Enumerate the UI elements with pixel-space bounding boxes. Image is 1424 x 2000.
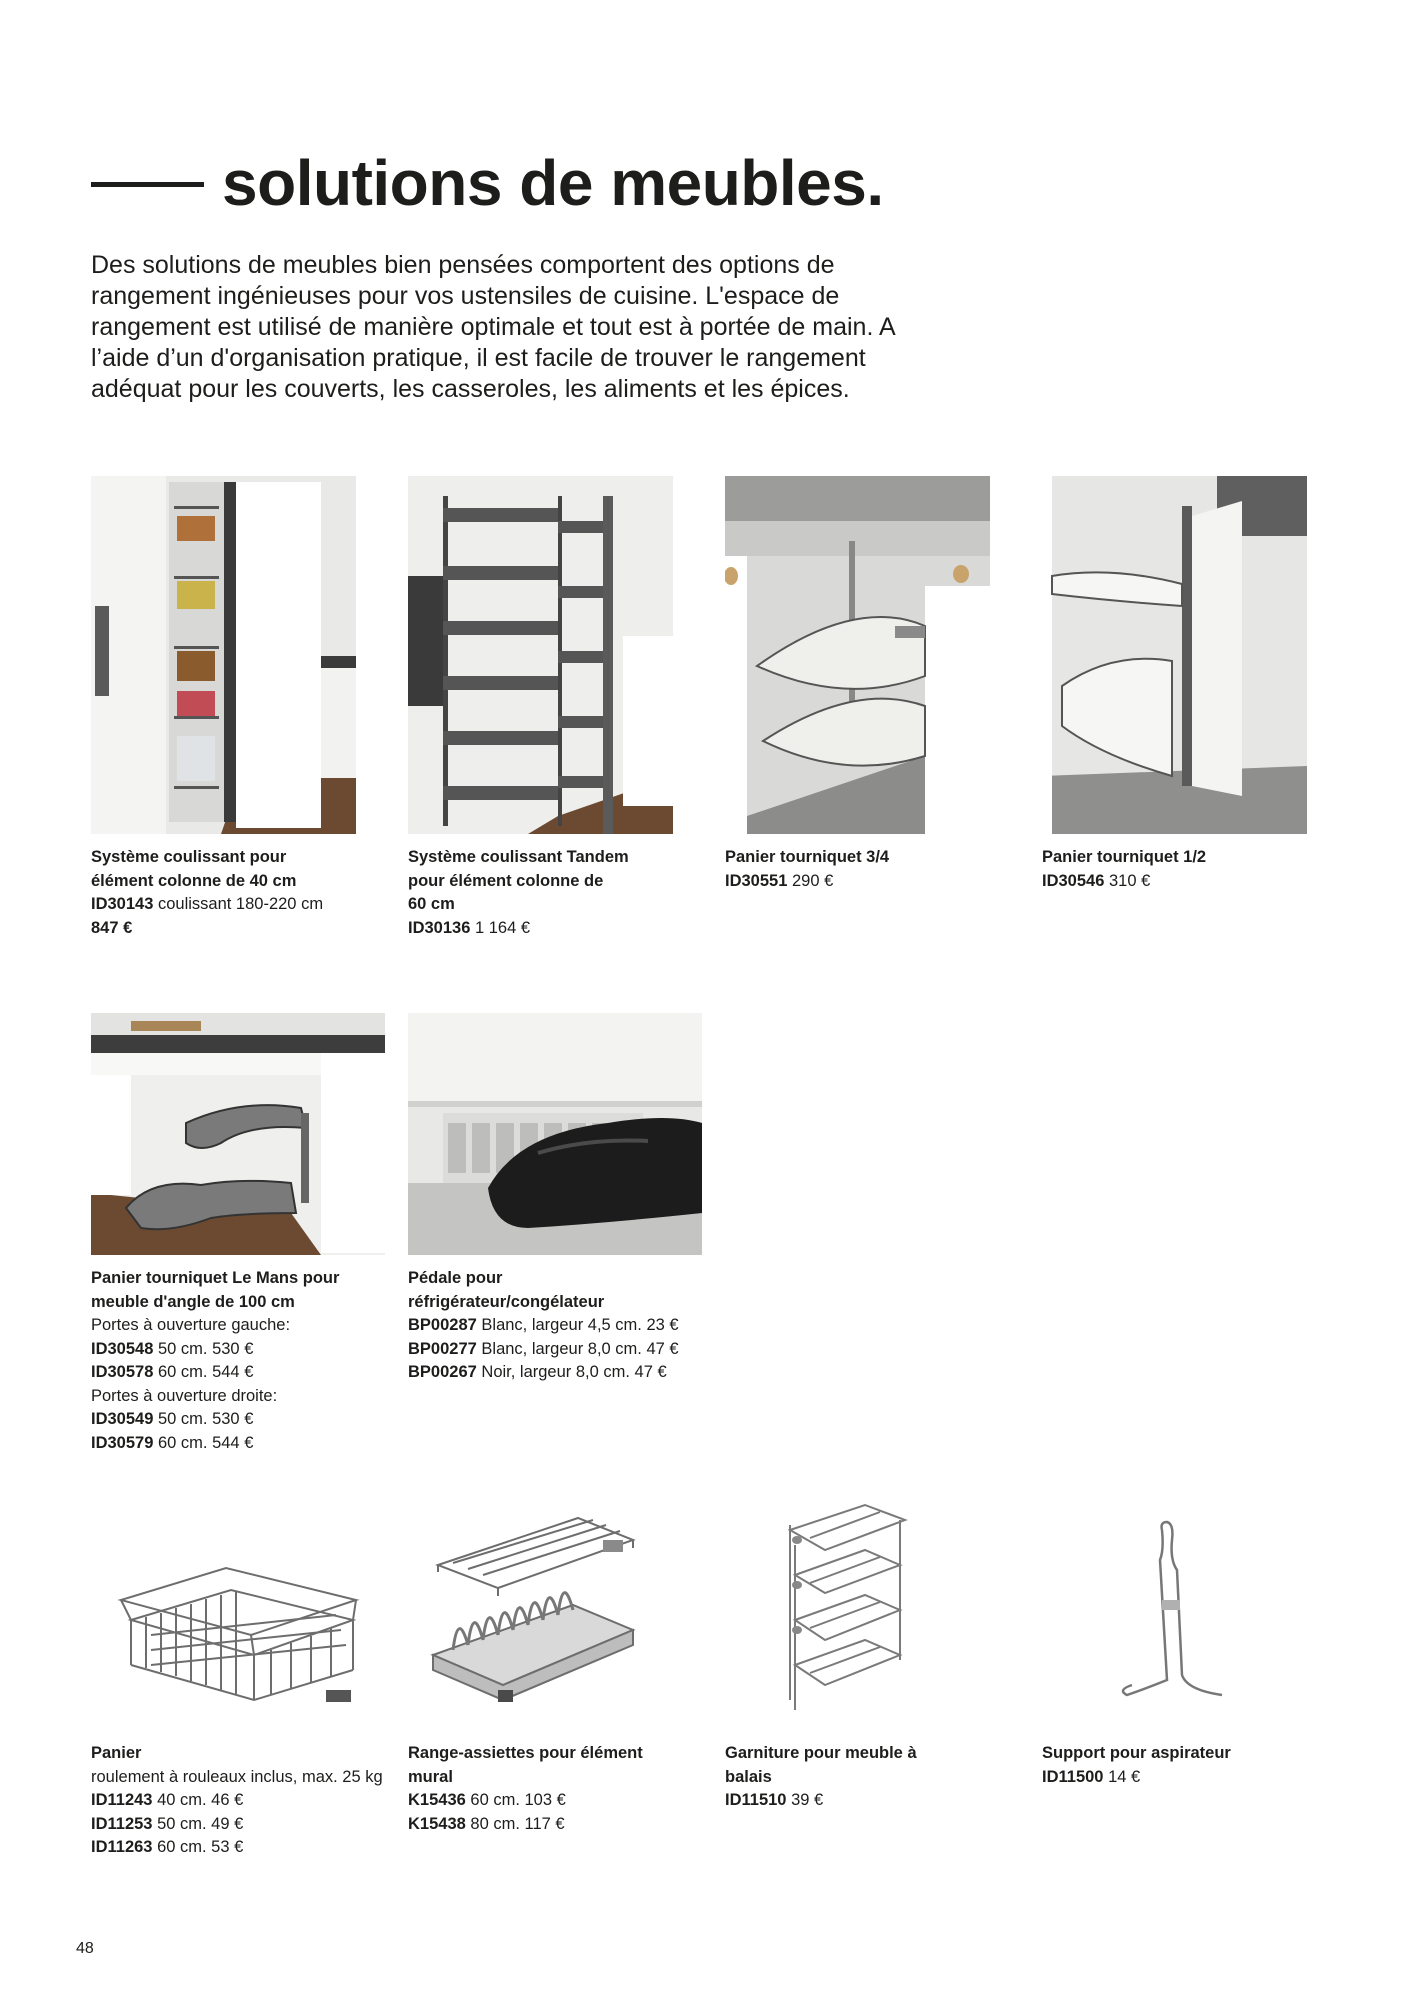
product-line: ID11500 14 € [1042, 1767, 1141, 1786]
product-title: Support pour aspirateur [1042, 1744, 1231, 1762]
product-photo-fridge-pedal [408, 1013, 702, 1255]
product-line: ID30579 60 cm. 544 € [91, 1433, 254, 1452]
product-line: ID30549 50 cm. 530 € [91, 1410, 254, 1428]
product-caption [1042, 846, 1307, 893]
product-line: K15438 80 cm. 117 € [408, 1814, 565, 1833]
product-title: Garniture pour meuble à balais [725, 1744, 917, 1786]
product-line: Portes à ouverture gauche: [91, 1316, 291, 1334]
product-drawing-plate-rack [408, 1500, 668, 1730]
product-title: Panier tourniquet 1/2 [1042, 848, 1207, 866]
product-title: Pédale pour réfrigérateur/congélateur [408, 1269, 605, 1311]
product-caption [408, 846, 673, 940]
product-line: ID30551 290 € [725, 871, 834, 890]
product-card[interactable] [1042, 1500, 1302, 1789]
product-caption [408, 1742, 668, 1836]
product-caption [725, 1742, 985, 1813]
product-line: K15436 60 cm. 103 € [408, 1791, 566, 1809]
product-card[interactable] [91, 1013, 385, 1455]
product-card[interactable] [408, 1013, 702, 1385]
page-heading [91, 148, 1091, 218]
product-photo-column-pullout [91, 476, 356, 834]
product-line: ID11243 40 cm. 46 € [91, 1791, 244, 1809]
product-drawing-vacuum-holder [1042, 1500, 1302, 1730]
product-caption [91, 1267, 385, 1455]
page-title: solutions de meubles. [222, 147, 884, 219]
intro-paragraph: Des solutions de meubles bien pensées comportent des options de rangement ingénieuses pour vos ustensiles de cuisine. L'espace de rangement est utilisé de manière optimale et tout est à portée de main. A l’aide d’un d'organisation pratique, il est facile de trouver le rangement adéquat pour les couverts, les casseroles, les aliments et les épices. [91, 251, 895, 403]
product-title: Panier tourniquet Le Mans pour meuble d'angle de 100 cm [91, 1269, 340, 1311]
product-line: ID11253 50 cm. 49 € [91, 1814, 244, 1833]
product-title: Panier tourniquet 3/4 [725, 848, 890, 866]
product-line: Portes à ouverture droite: [91, 1386, 278, 1405]
product-drawing-wire-basket [91, 1500, 391, 1730]
product-photo-carousel-half [1042, 476, 1307, 834]
product-line: ID30136 1 164 € [408, 918, 531, 937]
product-card[interactable] [91, 1500, 391, 1860]
product-caption [1042, 1742, 1302, 1789]
product-caption [91, 1742, 391, 1860]
product-caption [725, 846, 990, 893]
product-line: BP00287 Blanc, largeur 4,5 cm. 23 € [408, 1316, 679, 1334]
product-card[interactable] [725, 476, 990, 893]
product-line: ID11263 60 cm. 53 € [91, 1838, 244, 1856]
heading-rule [91, 182, 204, 187]
product-line: ID30546 310 € [1042, 871, 1151, 890]
product-line: BP00277 Blanc, largeur 8,0 cm. 47 € [408, 1339, 679, 1358]
product-drawing-broom-cabinet-fitting [725, 1500, 985, 1730]
product-caption [408, 1267, 702, 1385]
product-card[interactable] [408, 1500, 668, 1836]
product-title: Panier [91, 1744, 142, 1762]
product-line: ID11510 39 € [725, 1791, 824, 1809]
product-card[interactable] [1042, 476, 1307, 893]
product-card[interactable] [408, 476, 673, 940]
product-caption [91, 846, 356, 940]
product-price: 847 € [91, 918, 133, 937]
product-card[interactable] [91, 476, 356, 940]
product-title: Range-assiettes pour élément mural [408, 1744, 643, 1786]
product-title: Système coulissant pour élément colonne de 40 cm [91, 848, 297, 890]
page-number: 48 [76, 1940, 94, 1957]
product-title: Système coulissant Tandem pour élément colonne de 60 cm [408, 848, 629, 913]
product-line: BP00267 Noir, largeur 8,0 cm. 47 € [408, 1363, 667, 1381]
product-photo-le-mans-carousel [91, 1013, 385, 1255]
product-line: roulement à rouleaux inclus, max. 25 kg [91, 1767, 383, 1786]
product-photo-carousel-three-quarter [725, 476, 990, 834]
product-line: ID30548 50 cm. 530 € [91, 1339, 254, 1358]
product-card[interactable] [725, 1500, 985, 1813]
product-line: ID30578 60 cm. 544 € [91, 1363, 254, 1381]
product-line: ID30143 coulissant 180-220 cm [91, 895, 324, 913]
product-photo-tandem-pullout [408, 476, 673, 834]
